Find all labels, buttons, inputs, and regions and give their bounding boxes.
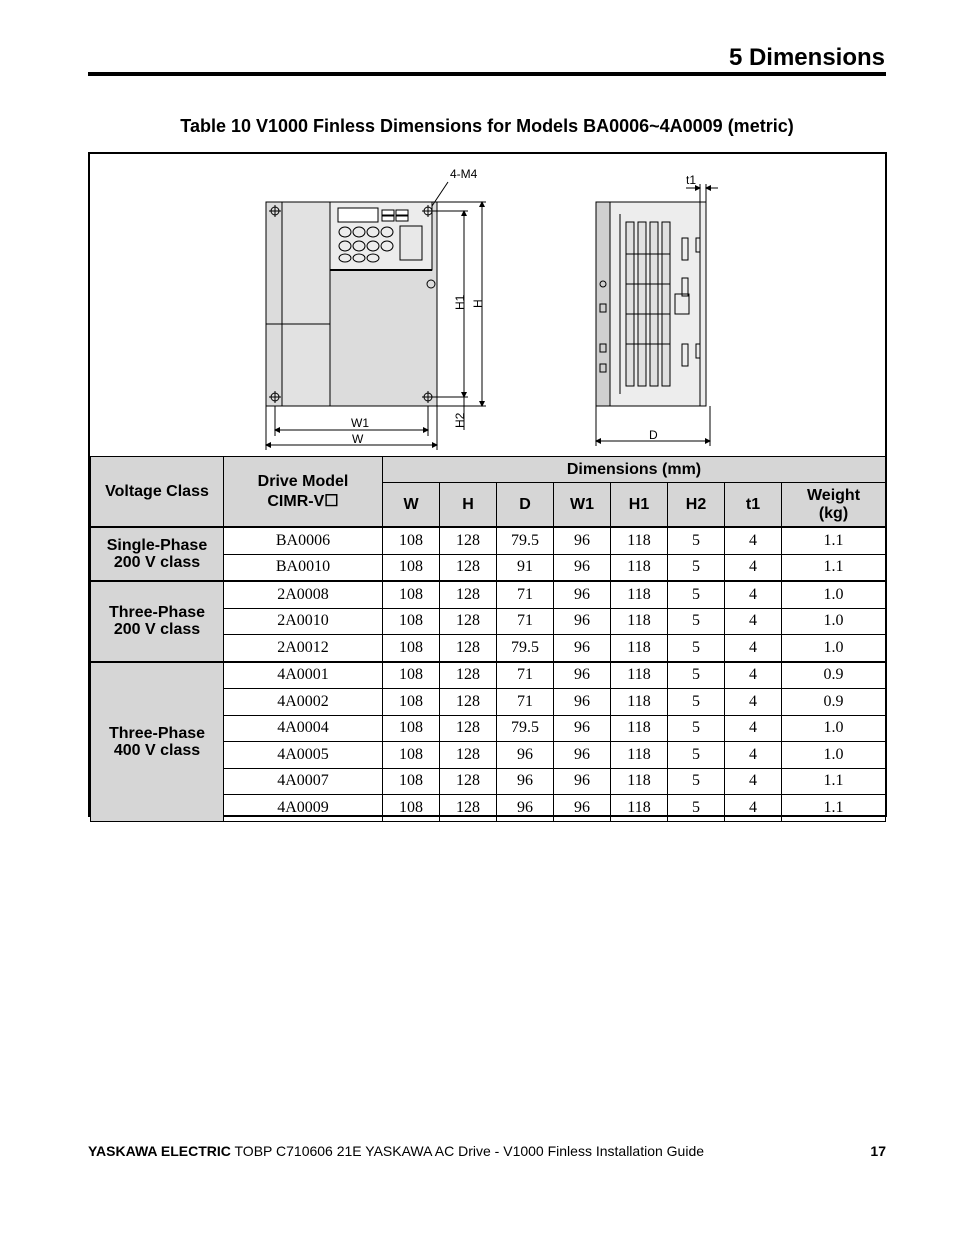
value-cell: 128 — [440, 715, 497, 742]
value-cell: 128 — [440, 742, 497, 769]
value-cell: 4 — [725, 795, 782, 822]
voltage-class-cell: Three-Phase 400 V class — [91, 662, 224, 822]
value-cell: 71 — [497, 689, 554, 716]
value-cell: 96 — [497, 768, 554, 795]
value-cell: 108 — [383, 581, 440, 608]
value-cell: 0.9 — [782, 662, 886, 689]
value-cell: 4 — [725, 715, 782, 742]
value-cell: 96 — [554, 768, 611, 795]
value-cell: 118 — [611, 689, 668, 716]
value-cell: 4 — [725, 689, 782, 716]
model-cell: 2A0008 — [224, 581, 383, 608]
table-row — [91, 662, 886, 689]
value-cell: 118 — [611, 581, 668, 608]
value-cell: 91 — [497, 554, 554, 581]
header-col-weight: Weight (kg) — [782, 483, 886, 528]
header-col-w: W — [383, 483, 440, 528]
value-cell: 1.1 — [782, 527, 886, 554]
value-cell: 1.0 — [782, 715, 886, 742]
value-cell: 128 — [440, 689, 497, 716]
value-cell: 5 — [668, 795, 725, 822]
t1-label: t1 — [686, 173, 697, 187]
footer-document-info — [88, 1143, 704, 1159]
value-cell: 71 — [497, 608, 554, 635]
value-cell: 96 — [554, 608, 611, 635]
model-cell: BA0010 — [224, 554, 383, 581]
model-cell: 4A0009 — [224, 795, 383, 822]
value-cell: 5 — [668, 689, 725, 716]
value-cell: 108 — [383, 608, 440, 635]
value-cell: 96 — [497, 742, 554, 769]
w1-label: W1 — [351, 416, 369, 430]
value-cell: 128 — [440, 527, 497, 554]
value-cell: 5 — [668, 635, 725, 662]
value-cell: 96 — [554, 742, 611, 769]
model-cell: BA0006 — [224, 527, 383, 554]
footer-doc: TOBP C710606 21E YASKAWA AC Drive - V1000 Finless Installation Guide — [230, 1143, 705, 1159]
model-cell: 4A0007 — [224, 768, 383, 795]
value-cell: 79.5 — [497, 635, 554, 662]
h2-label: H2 — [453, 412, 467, 428]
value-cell: 108 — [383, 554, 440, 581]
value-cell: 96 — [554, 554, 611, 581]
voltage-class-cell: Three-Phase 200 V class — [91, 581, 224, 662]
value-cell: 128 — [440, 662, 497, 689]
value-cell: 108 — [383, 662, 440, 689]
value-cell: 128 — [440, 554, 497, 581]
header-col-h2: H2 — [668, 483, 725, 528]
value-cell: 128 — [440, 635, 497, 662]
value-cell: 96 — [554, 662, 611, 689]
header-voltage-class: Voltage Class — [91, 457, 224, 528]
value-cell: 108 — [383, 689, 440, 716]
header-col-t1: t1 — [725, 483, 782, 528]
value-cell: 96 — [554, 635, 611, 662]
header-col-h1: H1 — [611, 483, 668, 528]
value-cell: 128 — [440, 795, 497, 822]
value-cell: 118 — [611, 662, 668, 689]
dimension-drawing — [90, 154, 885, 456]
model-cell: 2A0010 — [224, 608, 383, 635]
value-cell: 1.1 — [782, 768, 886, 795]
value-cell: 118 — [611, 554, 668, 581]
value-cell: 118 — [611, 635, 668, 662]
value-cell: 118 — [611, 527, 668, 554]
value-cell: 96 — [554, 795, 611, 822]
value-cell: 128 — [440, 608, 497, 635]
value-cell: 108 — [383, 635, 440, 662]
header-drive-model: Drive Model CIMR-V☐ — [224, 457, 383, 528]
value-cell: 118 — [611, 742, 668, 769]
page-number: 17 — [870, 1143, 886, 1159]
value-cell: 108 — [383, 795, 440, 822]
screw-label: 4-M4 — [450, 167, 478, 181]
model-cell: 4A0004 — [224, 715, 383, 742]
value-cell: 5 — [668, 768, 725, 795]
value-cell: 0.9 — [782, 689, 886, 716]
header-col-w1: W1 — [554, 483, 611, 528]
value-cell: 4 — [725, 608, 782, 635]
value-cell: 108 — [383, 527, 440, 554]
value-cell: 118 — [611, 795, 668, 822]
footer-brand: YASKAWA ELECTRIC — [88, 1143, 231, 1159]
voltage-class-cell: Single-Phase 200 V class — [91, 527, 224, 581]
table-row — [91, 527, 886, 554]
value-cell: 96 — [554, 527, 611, 554]
value-cell: 5 — [668, 608, 725, 635]
header-col-h: H — [440, 483, 497, 528]
value-cell: 5 — [668, 581, 725, 608]
value-cell: 1.1 — [782, 554, 886, 581]
table-caption: Table 10 V1000 Finless Dimensions for Models BA0006~4A0009 (metric) — [180, 116, 794, 136]
section-title: 5 Dimensions — [728, 44, 885, 71]
value-cell: 5 — [668, 527, 725, 554]
value-cell: 4 — [725, 581, 782, 608]
value-cell: 118 — [611, 768, 668, 795]
value-cell: 4 — [725, 768, 782, 795]
w-label: W — [352, 432, 364, 446]
value-cell: 1.1 — [782, 795, 886, 822]
value-cell: 71 — [497, 662, 554, 689]
value-cell: 108 — [383, 742, 440, 769]
value-cell: 4 — [725, 662, 782, 689]
dimension-table-frame — [88, 152, 887, 817]
h-label: H — [471, 299, 485, 308]
front-view — [266, 182, 486, 450]
header-rule — [88, 72, 886, 76]
value-cell: 96 — [554, 715, 611, 742]
value-cell: 128 — [440, 768, 497, 795]
value-cell: 118 — [611, 608, 668, 635]
value-cell: 1.0 — [782, 635, 886, 662]
value-cell: 1.0 — [782, 742, 886, 769]
d-label: D — [649, 428, 658, 442]
model-cell: 4A0002 — [224, 689, 383, 716]
value-cell: 5 — [668, 742, 725, 769]
value-cell: 4 — [725, 742, 782, 769]
value-cell: 4 — [725, 635, 782, 662]
value-cell: 79.5 — [497, 715, 554, 742]
value-cell: 1.0 — [782, 608, 886, 635]
value-cell: 96 — [497, 795, 554, 822]
value-cell: 79.5 — [497, 527, 554, 554]
value-cell: 96 — [554, 581, 611, 608]
dimensions-table — [90, 456, 886, 822]
value-cell: 71 — [497, 581, 554, 608]
value-cell: 5 — [668, 662, 725, 689]
value-cell: 128 — [440, 581, 497, 608]
model-cell: 4A0001 — [224, 662, 383, 689]
value-cell: 118 — [611, 715, 668, 742]
value-cell: 5 — [668, 715, 725, 742]
value-cell: 5 — [668, 554, 725, 581]
value-cell: 96 — [554, 689, 611, 716]
value-cell: 4 — [725, 554, 782, 581]
table-row — [91, 581, 886, 608]
header-dimensions: Dimensions (mm) — [383, 457, 886, 483]
h1-label: H1 — [453, 294, 467, 310]
value-cell: 1.0 — [782, 581, 886, 608]
header-col-d: D — [497, 483, 554, 528]
value-cell: 108 — [383, 768, 440, 795]
model-cell: 2A0012 — [224, 635, 383, 662]
side-view — [596, 184, 718, 446]
value-cell: 4 — [725, 527, 782, 554]
model-cell: 4A0005 — [224, 742, 383, 769]
value-cell: 108 — [383, 715, 440, 742]
